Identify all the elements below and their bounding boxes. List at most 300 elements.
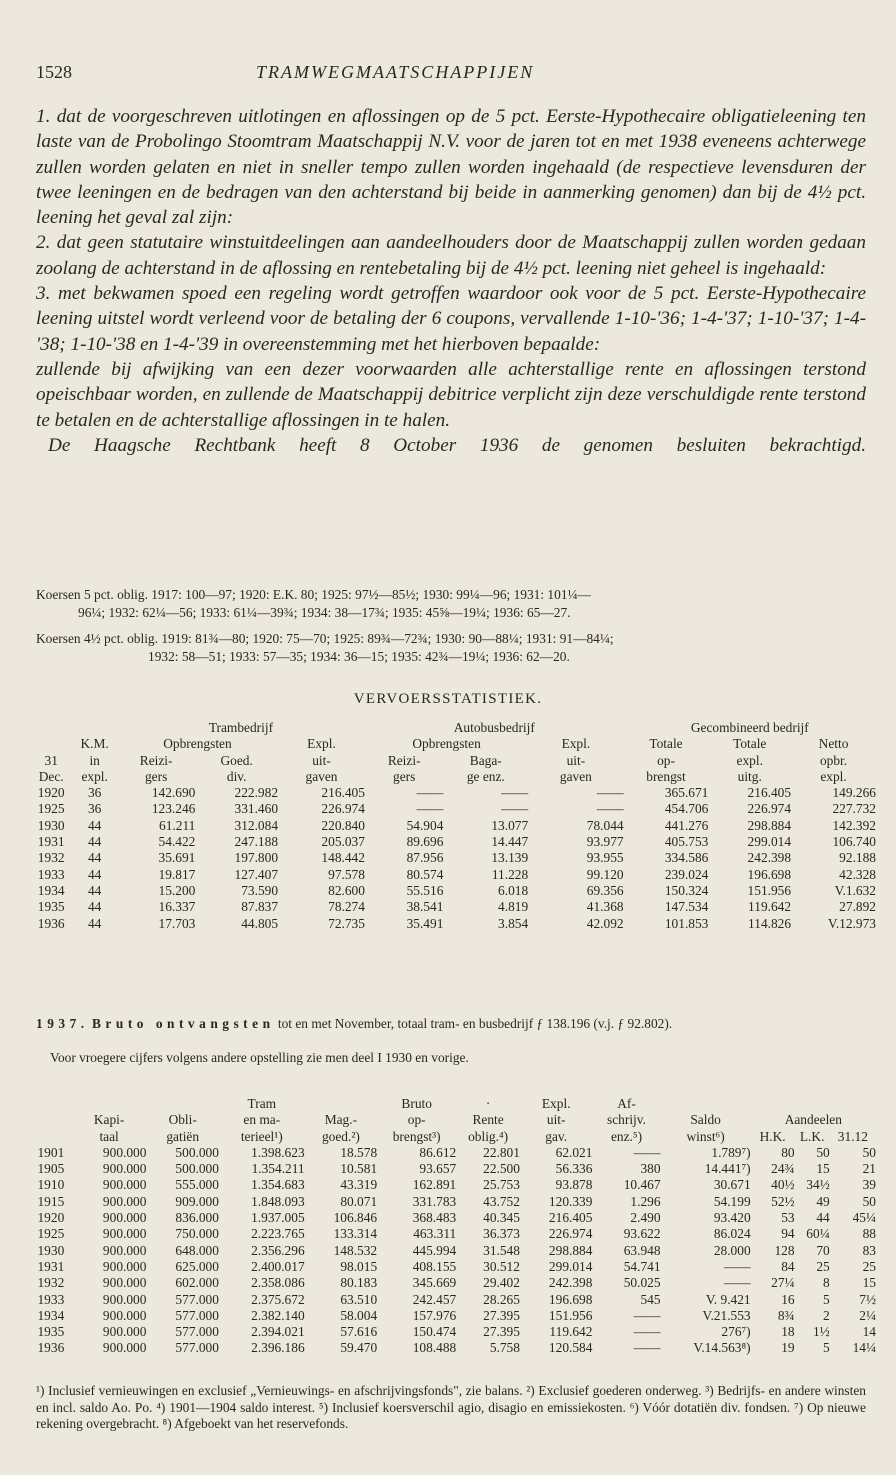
fin-cell: 1931	[37, 1258, 65, 1274]
vervoer-cell: 73.590	[241, 882, 279, 898]
header-div: div.	[226, 768, 247, 784]
fin-cell: 36.373	[483, 1226, 520, 1242]
vervoer-cell: 123.246	[151, 801, 196, 817]
header-trambedrijf: Trambedrijf	[208, 720, 274, 735]
vervoer-table	[30, 720, 876, 932]
fin-cell: 128	[774, 1242, 795, 1258]
fin-cell: 50	[816, 1144, 830, 1160]
vervoer-cell: 72.735	[328, 915, 365, 931]
fin-cell: 119.642	[549, 1324, 593, 1340]
fin-cell: 5	[823, 1340, 830, 1356]
koersen-5pct	[36, 586, 866, 621]
fin-cell: 555.000	[175, 1177, 219, 1193]
fin-cell: 52½	[771, 1193, 795, 1209]
fin-cell: 27.395	[483, 1307, 520, 1323]
vervoer-cell: 15.200	[158, 882, 196, 898]
vervoer-cell: 114.826	[748, 915, 792, 931]
fin-cell: 28.000	[713, 1242, 751, 1258]
fin-cell: 50.025	[623, 1275, 661, 1291]
header-mag: Mag.-	[324, 1112, 358, 1128]
fin-cell: 1905	[37, 1161, 65, 1177]
header-schrijv: schrijv.	[607, 1112, 646, 1128]
header-expl-netto: expl.	[820, 768, 847, 784]
vervoer-cell: 93.977	[586, 834, 624, 850]
fin-cell: 45¼	[852, 1210, 876, 1226]
financial-table	[30, 1096, 876, 1357]
fin-row	[30, 1177, 876, 1193]
header-tram: Tram	[247, 1096, 277, 1111]
vervoer-cell: 80.574	[406, 866, 444, 882]
fin-cell: 24¾	[771, 1161, 795, 1177]
fin-cell: 86.024	[713, 1226, 751, 1242]
vervoer-cell: 17.703	[158, 915, 196, 931]
page-header	[36, 62, 866, 86]
vervoer-cell: 299.014	[747, 834, 792, 850]
vervoer-row	[30, 834, 876, 850]
koersen-45pct-line2: 1932: 58—51; 1933: 57—35; 1934: 36—15; 1935: 42¾—19¼; 1936: 62—20.	[148, 648, 570, 664]
fin-cell: 54.741	[623, 1258, 661, 1274]
fin-cell: 39	[862, 1177, 876, 1193]
section-title-vervoer: VERVOERSSTATISTIEK.	[353, 691, 543, 707]
vervoer-cell: 97.578	[328, 866, 365, 882]
vervoer-cell: 13.077	[491, 817, 529, 833]
fin-cell: 58.004	[340, 1307, 378, 1323]
vervoer-cell: 1925	[37, 801, 65, 817]
fin-cell: 1933	[37, 1291, 65, 1307]
fin-cell: 15	[816, 1161, 830, 1177]
fin-cell: 1.398.623	[251, 1144, 305, 1160]
fin-cell: 1935	[37, 1324, 65, 1340]
fin-cell: 2.490	[630, 1210, 661, 1226]
fin-cell: 577.000	[175, 1307, 219, 1323]
vervoer-cell: 87.837	[241, 899, 279, 915]
vervoer-cell: 216.405	[321, 785, 365, 801]
fin-cell: 34½	[806, 1177, 830, 1193]
fin-cell: 18.578	[340, 1144, 378, 1160]
vervoer-cell: 331.460	[234, 801, 279, 817]
vervoer-cell: 298.884	[747, 817, 792, 833]
fin-cell: 299.014	[548, 1258, 593, 1274]
fin-cell: 298.884	[548, 1242, 593, 1258]
vervoer-cell: 405.753	[664, 834, 709, 850]
vervoer-cell: 14.447	[491, 834, 529, 850]
koersen-45pct-line1: Koersen 4½ pct. oblig. 1919: 81¾—80; 1920: 75—70; 1925: 89¾—72¾; 1930: 90—88¼; 1931: 91—84¼;	[36, 631, 614, 646]
fin-cell: 1915	[37, 1193, 65, 1209]
vervoer-cell: 38.541	[406, 899, 444, 915]
vervoer-cell: 44.805	[241, 915, 279, 931]
fin-cell: 900.000	[102, 1210, 147, 1226]
fin-cell: 25.753	[483, 1177, 520, 1193]
header-taal: taal	[99, 1128, 119, 1144]
vervoer-cell: 44	[87, 850, 102, 866]
vervoer-cell: 119.642	[748, 899, 792, 915]
fin-cell: 5	[823, 1291, 830, 1307]
vervoer-cell: 226.974	[747, 801, 792, 817]
fin-cell: ——	[633, 1340, 661, 1356]
fin-cell: 148.532	[333, 1242, 378, 1258]
vervoer-cell: 27.892	[839, 899, 876, 915]
vervoer-row	[30, 818, 876, 834]
header-oblig: oblig.⁴)	[468, 1128, 509, 1144]
fin-row	[30, 1243, 876, 1259]
header-uit-auto: uit-	[566, 752, 586, 768]
header-goed: Goed.	[220, 752, 253, 768]
vervoer-cell: 334.586	[664, 850, 709, 866]
vervoer-cell: 239.024	[664, 866, 709, 882]
header-gav: gav.	[545, 1128, 568, 1144]
fin-cell: 44	[816, 1210, 830, 1226]
vervoer-cell: 227.732	[832, 801, 876, 817]
vervoer-cell: 44	[87, 834, 102, 850]
fin-cell: 2.382.140	[251, 1307, 305, 1323]
vervoer-cell: 222.982	[234, 785, 279, 801]
header-brengst-fin: brengst³)	[392, 1128, 441, 1144]
fin-cell: 331.783	[412, 1193, 457, 1209]
running-title: TRAMWEGMAATSCHAPPIJEN	[256, 62, 535, 82]
fin-cell: 2.394.021	[251, 1324, 305, 1340]
fin-cell: ——	[633, 1324, 661, 1340]
vervoer-cell: ——	[416, 801, 444, 817]
fin-row	[30, 1324, 876, 1340]
header-kapi: Kapi-	[93, 1112, 125, 1128]
fin-cell: 1.789⁷)	[711, 1144, 751, 1160]
fin-cell: 1.296	[630, 1193, 661, 1209]
fin-cell: 7½	[859, 1291, 876, 1307]
fin-cell: 18	[781, 1324, 795, 1340]
fin-cell: 900.000	[102, 1242, 147, 1258]
fin-cell: 80	[781, 1144, 795, 1160]
vervoer-cell: 13.139	[491, 850, 529, 866]
fin-cell: 93.657	[419, 1161, 457, 1177]
fin-row	[30, 1259, 876, 1275]
vervoer-cell: 150.324	[664, 882, 709, 898]
header-bruto: Bruto	[401, 1096, 432, 1111]
vervoer-cell: 365.671	[664, 785, 709, 801]
fin-cell: 151.956	[548, 1307, 593, 1323]
page-number: 1528	[36, 62, 72, 82]
header-op: op-	[657, 752, 675, 768]
header-opbrengsten-tram: Opbrengsten	[163, 736, 232, 752]
vervoer-cell: 93.955	[586, 850, 624, 866]
fin-cell: 28.265	[483, 1291, 520, 1307]
fin-row	[30, 1275, 876, 1291]
fin-cell: 602.000	[175, 1275, 219, 1291]
vervoer-cell: 1935	[37, 899, 65, 915]
vervoer-row	[30, 916, 876, 932]
fin-cell: 70	[816, 1242, 830, 1258]
header-opbr: opbr.	[819, 752, 848, 768]
fin-cell: 242.457	[412, 1291, 457, 1307]
footnotes: ¹) Inclusief vernieuwingen en exclusief „Vernieuwings- en afschrijvingsfonds", zie balans. ²) Exclusief goederen onderweg. ³) Bedrijfs- en andere winsten en incl. saldo Ao. Po. ⁴) 1901—1904 saldo interest. ⁵) Inclusief koersverschil agio, disagio en emissiekosten. ⁶) Vóór dotatiën div. fondsen. ⁷) Op nieuwe rekening overgebracht. ⁸) Afgeboekt van het reservefonds.	[36, 1383, 866, 1431]
header-gecombineerd: Gecombineerd bedrijf	[690, 720, 809, 735]
fin-cell: 10.581	[340, 1161, 378, 1177]
vervoer-cell: 220.840	[321, 817, 365, 833]
vervoer-cell: 69.356	[586, 882, 624, 898]
fin-cell: V. 9.421	[705, 1291, 751, 1307]
fin-cell: 50	[862, 1193, 876, 1209]
fin-cell: ——	[723, 1275, 751, 1291]
fin-cell: 88	[862, 1226, 876, 1242]
vervoer-cell: 1933	[37, 866, 65, 882]
fin-cell: 500.000	[175, 1161, 219, 1177]
fin-cell: 1930	[37, 1242, 65, 1258]
fin-cell: 14	[862, 1324, 876, 1340]
vervoer-cell: 454.706	[664, 801, 709, 817]
vervoer-cell: 42.092	[586, 915, 624, 931]
vervoer-cell: 312.084	[234, 817, 279, 833]
fin-cell: 900.000	[102, 1291, 147, 1307]
fin-cell: 30.512	[483, 1258, 520, 1274]
koersen-5pct-line1: Koersen 5 pct. oblig. 1917: 100—97; 1920: E.K. 80; 1925: 97½—85½; 1930: 99¼—96; 1931: 101¼—	[36, 587, 591, 602]
fin-cell: 14¼	[852, 1340, 876, 1356]
fin-cell: 86.612	[419, 1144, 457, 1160]
fin-cell: 60¼	[806, 1226, 830, 1242]
fin-cell: 94	[781, 1226, 795, 1242]
vervoer-cell: 11.228	[491, 866, 529, 882]
vervoer-cell: 1936	[37, 915, 65, 931]
fin-cell: 1920	[37, 1210, 65, 1226]
vervoer-cell: 1920	[37, 785, 65, 801]
vervoer-cell: 35.491	[406, 915, 444, 931]
header-totale-1: Totale	[649, 736, 683, 752]
vervoer-cell: ——	[416, 785, 444, 801]
vervoer-cell: 61.211	[159, 817, 196, 833]
fin-cell: 2.356.296	[251, 1242, 305, 1258]
vervoer-cell: 127.407	[234, 866, 279, 882]
header-uitg: uitg.	[737, 768, 762, 784]
fin-cell: 900.000	[102, 1193, 147, 1209]
header-hk: H.K.	[759, 1128, 786, 1144]
fin-cell: 59.470	[340, 1340, 378, 1356]
vervoer-cell: 142.690	[151, 785, 196, 801]
fin-cell: 43.752	[483, 1193, 520, 1209]
fin-cell: 120.584	[548, 1340, 593, 1356]
fin-cell: 242.398	[548, 1275, 593, 1291]
fin-cell: 1½	[812, 1324, 830, 1340]
fin-cell: 276⁷)	[721, 1324, 751, 1340]
header-autobusbedrijf: Autobusbedrijf	[453, 720, 535, 735]
paragraph-4: zullende bij afwijking van een dezer voorwaarden alle achterstallige rente en aflossingen terstond opeischbaar worden, en zullende de Maatschappij debitrice verplicht zijn deze verschuldigde rente terstond te betalen en de achterstallige aflossingen in te halen.	[36, 358, 866, 431]
header-expl-km: expl.	[81, 768, 108, 784]
fin-cell: 31.548	[483, 1242, 520, 1258]
vervoer-cell: 35.691	[158, 850, 196, 866]
fin-cell: 30.671	[713, 1177, 751, 1193]
fin-cell: 62.021	[555, 1144, 593, 1160]
vervoer-cell: 36	[87, 785, 102, 801]
fin-cell: 2¼	[859, 1307, 876, 1323]
vervoer-row	[30, 850, 876, 866]
fin-cell: V.21.553	[702, 1307, 751, 1323]
fin-cell: 226.974	[548, 1226, 593, 1242]
fin-cell: 93.420	[713, 1210, 751, 1226]
header-uit: uit-	[312, 752, 331, 768]
header-enma: en ma-	[243, 1112, 281, 1128]
vervoer-cell: 148.442	[321, 850, 365, 866]
vervoer-cell: 247.188	[234, 834, 279, 850]
fin-cell: 1910	[37, 1177, 65, 1193]
fin-cell: 1.848.093	[251, 1193, 305, 1209]
fin-cell: 900.000	[102, 1340, 147, 1356]
fin-cell: 49	[816, 1193, 830, 1209]
vervoer-cell: 41.368	[586, 899, 624, 915]
fin-row	[30, 1161, 876, 1177]
vervoer-cell: 19.817	[158, 866, 196, 882]
fin-cell: 648.000	[175, 1242, 219, 1258]
fin-cell: 14.441⁷)	[704, 1161, 751, 1177]
vervoer-cell: 78.274	[328, 899, 365, 915]
vervoer-cell: ——	[501, 785, 529, 801]
header-gers-auto: gers	[393, 768, 416, 784]
fin-cell: ——	[633, 1144, 661, 1160]
vervoer-cell: 4.819	[498, 899, 529, 915]
fin-cell: 2.223.765	[251, 1226, 305, 1242]
header-saldo: Saldo	[690, 1112, 721, 1128]
fin-cell: 900.000	[102, 1258, 147, 1274]
fin-cell: 900.000	[102, 1226, 147, 1242]
vervoer-cell: 82.600	[328, 882, 365, 898]
fin-cell: 98.015	[340, 1258, 378, 1274]
fin-cell: 900.000	[102, 1177, 147, 1193]
court-decision: De Haagsche Rechtbank heeft 8 October 1936 de genomen besluiten bekrachtigd.	[48, 434, 866, 456]
header-netto: Netto	[818, 736, 849, 752]
vervoer-cell: 1931	[37, 834, 65, 850]
vervoer-cell: 54.904	[406, 817, 444, 833]
paragraph-3: 3. met bekwamen spoed een regeling wordt getroffen waardoor ook voor de 5 pct. Eerste-Hypothecaire leening uitstel wordt verleend voor de betaling der 6 coupons, vervallende 1-10-'36; 1-4-'37; 1-10-'37; 1-4-'38; 1-10-'38 en 1-4-'39 in overeenstemming met het hierboven bepaalde:	[36, 283, 866, 355]
header-totale-2: Totale	[733, 736, 767, 752]
fin-row	[30, 1145, 876, 1161]
fin-cell: 216.405	[548, 1210, 593, 1226]
vervoer-cell: 99.120	[586, 866, 624, 882]
fin-cell: 133.314	[333, 1226, 378, 1242]
header-af: Af-	[617, 1096, 636, 1111]
vervoer-cell: 147.534	[664, 899, 709, 915]
vervoer-cell: 89.696	[406, 834, 444, 850]
fin-cell: 15	[862, 1275, 876, 1291]
vervoer-cell: 205.037	[321, 834, 365, 850]
header-uit-fin: uit-	[546, 1112, 566, 1128]
fin-row	[30, 1292, 876, 1308]
fin-cell: 8¾	[777, 1307, 795, 1323]
vervoer-cell: 106.740	[832, 834, 876, 850]
fin-cell: 157.976	[412, 1307, 457, 1323]
vervoer-cell: 441.276	[664, 817, 709, 833]
fin-cell: 162.891	[412, 1177, 457, 1193]
fin-cell: 900.000	[102, 1161, 147, 1177]
header-goed-fin: goed.²)	[321, 1128, 360, 1144]
header-reizi: Reizi-	[139, 752, 173, 768]
fin-cell: 120.339	[548, 1193, 593, 1209]
note-1937	[36, 1015, 866, 1032]
header-terieel: terieel¹)	[240, 1128, 283, 1144]
fin-cell: 27.395	[483, 1324, 520, 1340]
vervoer-cell: 197.800	[234, 850, 279, 866]
fin-cell: 16	[781, 1291, 795, 1307]
fin-cell: 80.071	[340, 1193, 378, 1209]
fin-cell: 545	[640, 1291, 661, 1307]
vervoer-cell: 142.392	[832, 817, 876, 833]
fin-row	[30, 1194, 876, 1210]
fin-cell: 625.000	[175, 1258, 219, 1274]
fin-cell: 40½	[771, 1177, 795, 1193]
header-baga: Baga-	[469, 752, 502, 768]
vervoer-cell: 1934	[37, 882, 65, 898]
fin-cell: 1.354.211	[251, 1161, 305, 1177]
vervoer-cell: 6.018	[498, 882, 529, 898]
vervoer-row	[30, 785, 876, 801]
fin-cell: 1.354.683	[251, 1177, 305, 1193]
vervoer-cell: 1930	[37, 817, 65, 833]
header-km: K.M.	[80, 736, 109, 752]
vervoer-cell: 44	[87, 915, 102, 931]
fin-cell: 900.000	[102, 1144, 147, 1160]
vervoer-cell: 101.853	[664, 915, 709, 931]
vervoer-cell: 226.974	[321, 801, 365, 817]
fin-cell: 750.000	[175, 1226, 219, 1242]
header-reizi-auto: Reizi-	[387, 752, 421, 768]
header-opbrengsten-auto: Opbrengsten	[412, 736, 481, 752]
fin-cell: 463.311	[413, 1226, 457, 1242]
fin-cell: 900.000	[102, 1307, 147, 1323]
paragraph-1: 1. dat de voorgeschreven uitlotingen en aflossingen op de 5 pct. Eerste-Hypothecaire obligatieleening ten laste van de Probolingo Stoomtram Maatschappij N.V. voor de jaren tot en met 1938 eveneens achterwege zullen worden gelaten en niet in sneller tempo zullen worden ingehaald (de respectieve levensduren der twee leeningen en de bedragen van den achterstand bij beide in aanmerking genomen) dan bij de 4½ pct. leening het geval zal zijn:	[36, 106, 866, 229]
header-op-fin: op-	[407, 1112, 426, 1128]
fin-cell: 836.000	[175, 1210, 219, 1226]
vervoer-cell: 151.956	[747, 882, 792, 898]
vervoer-cell: 44	[87, 866, 102, 882]
header-gatien: gatiën	[166, 1128, 200, 1144]
fin-cell: 43.319	[340, 1177, 378, 1193]
fin-cell: 1925	[37, 1226, 65, 1242]
fin-cell: 57.616	[340, 1324, 378, 1340]
vervoer-cell: V.12.973	[827, 915, 876, 931]
paragraph-2: 2. dat geen statutaire winstuitdeelingen aan aandeelhouders door de Maatschappij zullen worden gedaan zoolang de achterstand in de aflossing en rentebetaling bij de 4½ pct. leening niet geheel is ingehaald:	[36, 232, 866, 279]
header-gaven-auto: gaven	[559, 768, 592, 784]
vervoer-cell: V.1.632	[834, 882, 876, 898]
header-aandeelen: Aandeelen	[784, 1112, 842, 1128]
fin-cell: 2	[823, 1307, 830, 1323]
fin-cell: 5.758	[489, 1340, 520, 1356]
fin-cell: 900.000	[102, 1324, 147, 1340]
vervoer-cell: 55.516	[406, 882, 444, 898]
fin-cell: 1936	[37, 1340, 65, 1356]
vervoer-cell: 216.405	[747, 785, 792, 801]
note-1937-rest: tot en met November, totaal tram- en busbedrijf ƒ 138.196 (v.j. ƒ 92.802).	[274, 1016, 673, 1031]
fin-row	[30, 1210, 876, 1226]
fin-cell: 25	[862, 1258, 876, 1274]
vervoer-cell: 242.398	[747, 850, 792, 866]
fin-cell: 29.402	[483, 1275, 520, 1291]
header-3112: 31.12	[837, 1128, 868, 1144]
fin-cell: 50	[862, 1144, 876, 1160]
fin-cell: 1901	[37, 1144, 65, 1160]
header-lk: L.K.	[799, 1128, 825, 1144]
vervoer-cell: 44	[87, 817, 102, 833]
vervoer-cell: 44	[87, 899, 102, 915]
fin-cell: 2.396.186	[251, 1340, 305, 1356]
fin-cell: 150.474	[412, 1324, 457, 1340]
fin-cell: 84	[781, 1258, 795, 1274]
fin-cell: ——	[723, 1258, 751, 1274]
header-expl-auto: Expl.	[561, 736, 591, 752]
header-rente: Rente	[472, 1112, 504, 1128]
fin-cell: 19	[781, 1340, 795, 1356]
vervoer-cell: 42.328	[839, 866, 876, 882]
fin-cell: 1.937.005	[251, 1210, 305, 1226]
header-expl-fin: Expl.	[541, 1096, 571, 1111]
header-dot: ·	[485, 1096, 491, 1111]
vervoer-cell: ——	[501, 801, 529, 817]
fin-cell: 54.199	[713, 1193, 751, 1209]
fin-cell: 108.488	[412, 1340, 457, 1356]
